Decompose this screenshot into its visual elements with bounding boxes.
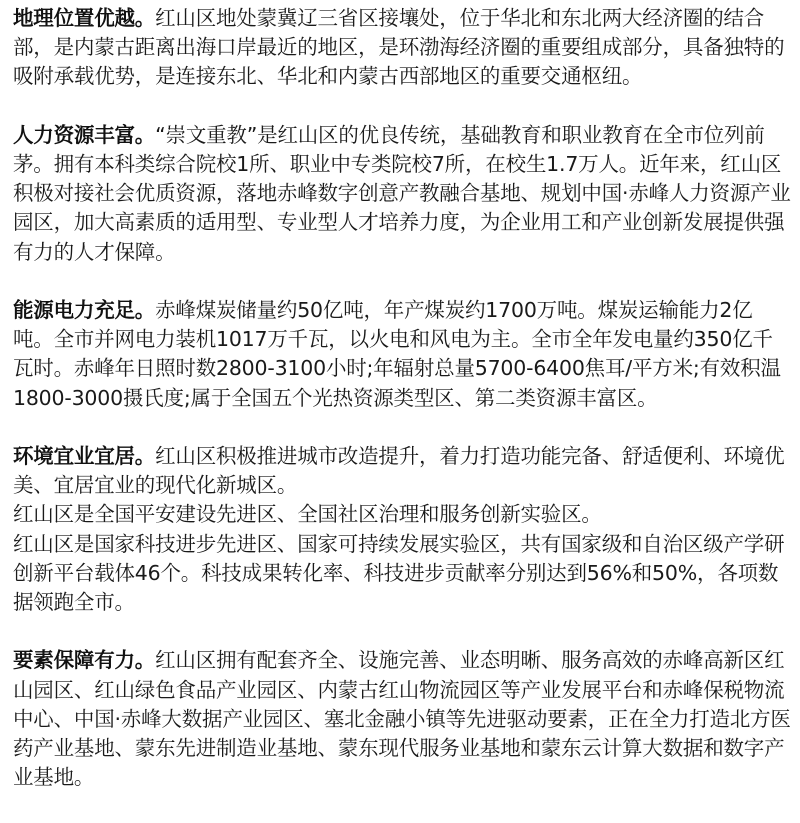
paragraph xyxy=(13,500,793,529)
section-heading: 能源电力充足。 xyxy=(13,298,156,322)
paragraph-text: 红山区拥有配套齐全、设施完善、业态明晰、服务高效的赤峰高新区红山园区、红山绿色食品产业园区、内蒙古红山物流园区等产业发展平台和赤峰保税物流中心、中国·赤峰大数据产业园区、塞北金融小镇等先进驱动要素，正在全力打造北方医药产业基地、蒙东先进制造业基地、蒙东现代服务业基地和蒙东云计算大数据和数字产业基地。 xyxy=(13,648,791,790)
paragraph xyxy=(13,646,793,792)
section-heading: 要素保障有力。 xyxy=(13,648,156,673)
section-heading: 地理位置优越。 xyxy=(13,6,156,30)
section-environment xyxy=(13,442,793,617)
paragraph-text: “崇文重教”是红山区的优良传统，基础教育和职业教育在全市位列前茅。拥有本科类综合院校1所、职业中专类院校7所，在校生1.7万人。近年来，红山区积极对接社会优质资源，落地赤峰数字创意产教融合基地、规划中国·赤峰人力资源产业园区，加大高素质的适用型、专业型人才培养力度，为企业用工和产业创新发展提供强有力的人才保障。 xyxy=(13,122,791,264)
paragraph-text: 赤峰煤炭储量约50亿吨，年产煤炭约1700万吨。煤炭运输能力2亿吨。全市并网电力装机1017万千瓦，以火电和风电为主。全市全年发电量约350亿千瓦时。赤峰年日照时数2800-3100小时;年辐射总量5700-6400焦耳/平方米;有效积温1800-3000摄氏度;属于全国五个光热资源类型区、第二类资源丰富区。 xyxy=(13,298,781,410)
paragraph-text: 红山区地处蒙冀辽三省区接壤处，位于华北和东北两大经济圈的结合部，是内蒙古距离出海口岸最近的地区，是环渤海经济圈的重要组成部分，具备独特的吸附承载优势，是连接东北、华北和内蒙古西部地区的重要交通枢纽。 xyxy=(13,6,785,89)
paragraph xyxy=(13,4,793,92)
section-energy xyxy=(13,296,793,413)
section-factors xyxy=(13,646,793,792)
paragraph-text: 红山区是全国平安建设先进区、全国社区治理和服务创新实验区。 xyxy=(13,502,602,527)
paragraph-text: 红山区是国家科技进步先进区、国家可持续发展实验区，共有国家级和自治区级产学研创新平台载体46个。科技成果转化率、科技进步贡献率分别达到56%和50%，各项数据领跑全市。 xyxy=(13,531,785,615)
section-heading: 环境宜业宜居。 xyxy=(13,444,156,468)
paragraph-text: 红山区积极推进城市改造提升，着力打造功能完备、舒适便利、环境优美、宜居宜业的现代化新城区。 xyxy=(13,444,785,498)
section-location xyxy=(13,4,793,92)
section-human-resources xyxy=(13,121,793,267)
paragraph xyxy=(13,121,793,267)
document-body xyxy=(13,4,793,792)
paragraph xyxy=(13,296,793,413)
paragraph xyxy=(13,442,793,500)
section-heading: 人力资源丰富。 xyxy=(13,122,156,147)
paragraph xyxy=(13,530,793,618)
